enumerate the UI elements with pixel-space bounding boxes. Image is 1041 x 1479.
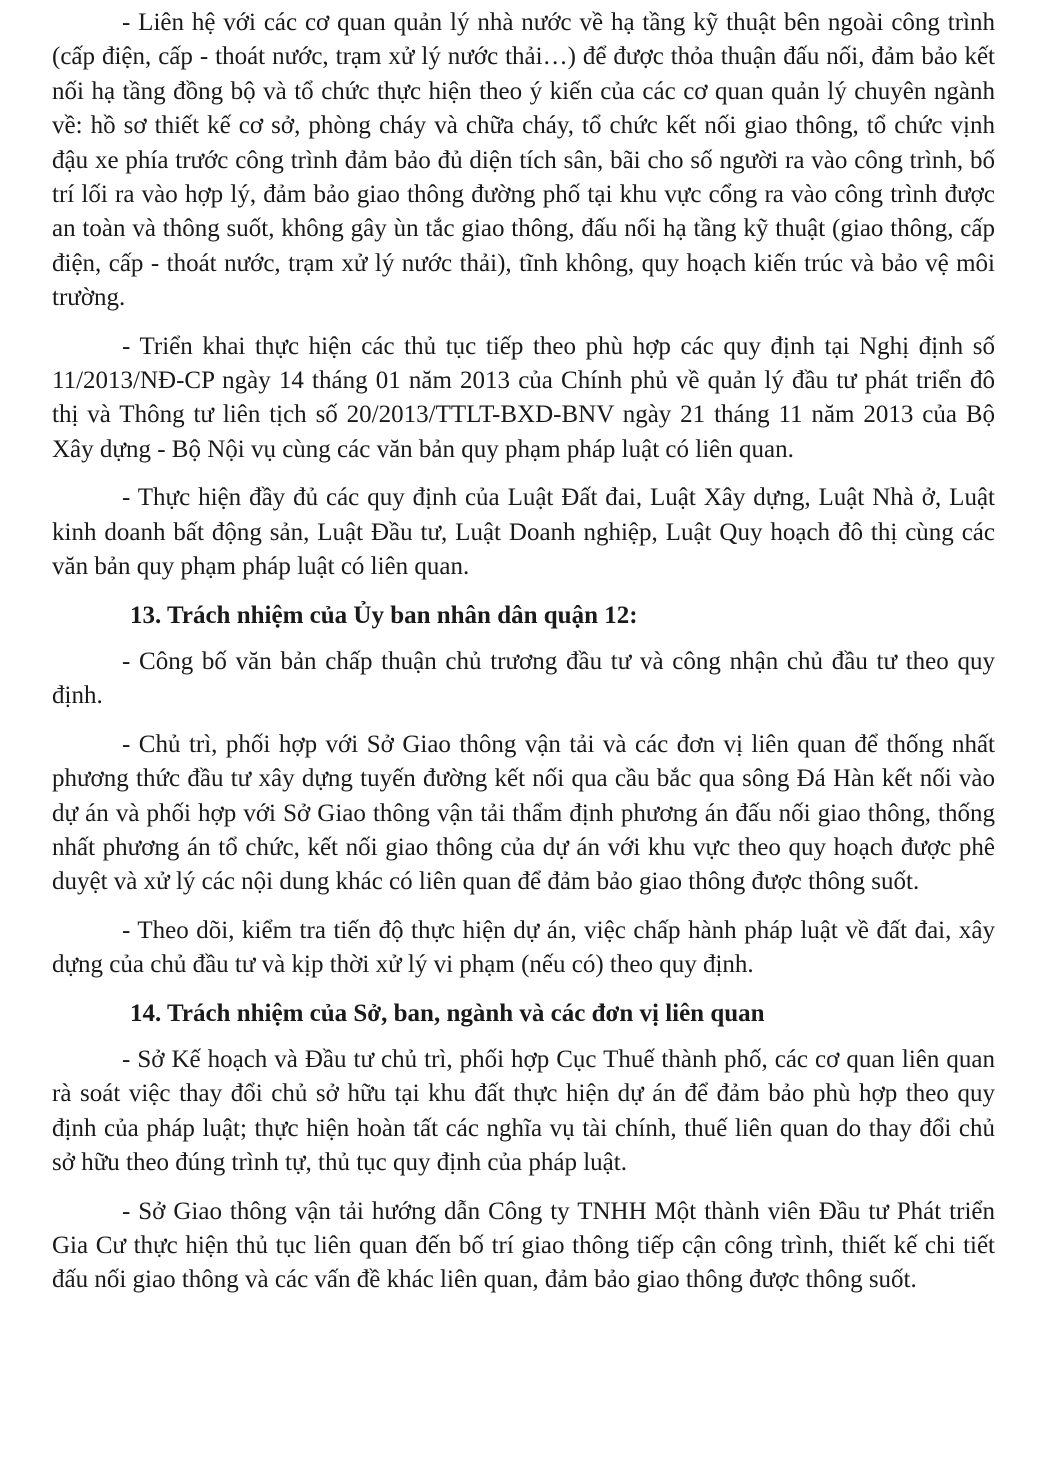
paragraph-legal-compliance: - Thực hiện đầy đủ các quy định của Luật Đất đai, Luật Xây dựng, Luật Nhà ở, Luật kinh doanh bất động sản, Luật Đầu tư, Luật Doanh nghiệp, Luật Quy hoạch đô thị cùng các văn bản quy phạm pháp luật có liên quan. <box>52 484 995 581</box>
paragraph-follow-up-procedures: - Triển khai thực hiện các thủ tục tiếp theo phù hợp các quy định tại Nghị định số 11/2013/NĐ-CP ngày 14 tháng 01 năm 2013 của Chính phủ về quản lý đầu tư phát triển đô thị và Thông tư liên tịch số 20/2013/TTLT-BXD-BNV ngày 21 tháng 11 năm 2013 của Bộ Xây dựng - Bộ Nội vụ cùng các văn bản quy phạm pháp luật có liên quan. <box>52 332 995 463</box>
section-14-paragraph-transport: - Sở Giao thông vận tải hướng dẫn Công ty TNHH Một thành viên Đầu tư Phát triển Gia Cư thực hiện thủ tục liên quan đến bố trí giao thông tiếp cận công trình, thiết kế chi tiết đấu nối giao thông và các vấn đề khác liên quan, đảm bảo giao thông được thông suốt. <box>52 1197 995 1294</box>
section-14-heading: 14. Trách nhiệm của Sở, ban, ngành và các đơn vị liên quan <box>130 999 765 1027</box>
section-13-paragraph-announce: - Công bố văn bản chấp thuận chủ trương đầu tư và công nhận chủ đầu tư theo quy định. <box>52 647 995 710</box>
section-13-heading: 13. Trách nhiệm của Ủy ban nhân dân quận 12: <box>130 601 638 629</box>
paragraph-infrastructure-connection: - Liên hệ với các cơ quan quản lý nhà nước về hạ tầng kỹ thuật bên ngoài công trình (cấp điện, cấp - thoát nước, trạm xử lý nước thải…) để được thỏa thuận đấu nối, đảm bảo kết nối hạ tầng đồng bộ và tổ chức thực hiện theo ý kiến của các cơ quan quản lý chuyên ngành về: hồ sơ thiết kế cơ sở, phòng cháy và chữa cháy, tổ chức kết nối giao thông, tổ chức vịnh đậu xe phía trước công trình đảm bảo đủ diện tích sân, bãi cho số người ra vào công trình, bố trí lối ra vào hợp lý, đảm bảo giao thông đường phố tại khu vực cổng ra vào công trình được an toàn và thông suốt, không gây ùn tắc giao thông, đấu nối hạ tầng kỹ thuật (giao thông, cấp điện, cấp - thoát nước, trạm xử lý nước thải), tĩnh không, quy hoạch kiến trúc và bảo vệ môi trường. <box>52 9 995 312</box>
section-13-paragraph-coordinate: - Chủ trì, phối hợp với Sở Giao thông vận tải và các đơn vị liên quan để thống nhất phương thức đầu tư xây dựng tuyến đường kết nối qua cầu bắc qua sông Đá Hàn kết nối vào dự án và phối hợp với Sở Giao thông vận tải thẩm định phương án đấu nối giao thông, thống nhất phương án tổ chức, kết nối giao thông của dự án với khu vực theo quy hoạch được phê duyệt và xử lý các nội dung khác có liên quan để đảm bảo giao thông được thông suốt. <box>52 730 995 896</box>
section-14-paragraph-planning-investment: - Sở Kế hoạch và Đầu tư chủ trì, phối hợp Cục Thuế thành phố, các cơ quan liên quan rà soát việc thay đổi chủ sở hữu tại khu đất thực hiện dự án để đảm bảo phù hợp theo quy định của pháp luật; thực hiện hoàn tất các nghĩa vụ tài chính, thuế liên quan do thay đổi chủ sở hữu theo đúng trình tự, thủ tục quy định của pháp luật. <box>52 1045 995 1177</box>
section-13-paragraph-monitor: - Theo dõi, kiểm tra tiến độ thực hiện dự án, việc chấp hành pháp luật về đất đai, xây dựng của chủ đầu tư và kịp thời xử lý vi phạm (nếu có) theo quy định. <box>52 916 995 979</box>
